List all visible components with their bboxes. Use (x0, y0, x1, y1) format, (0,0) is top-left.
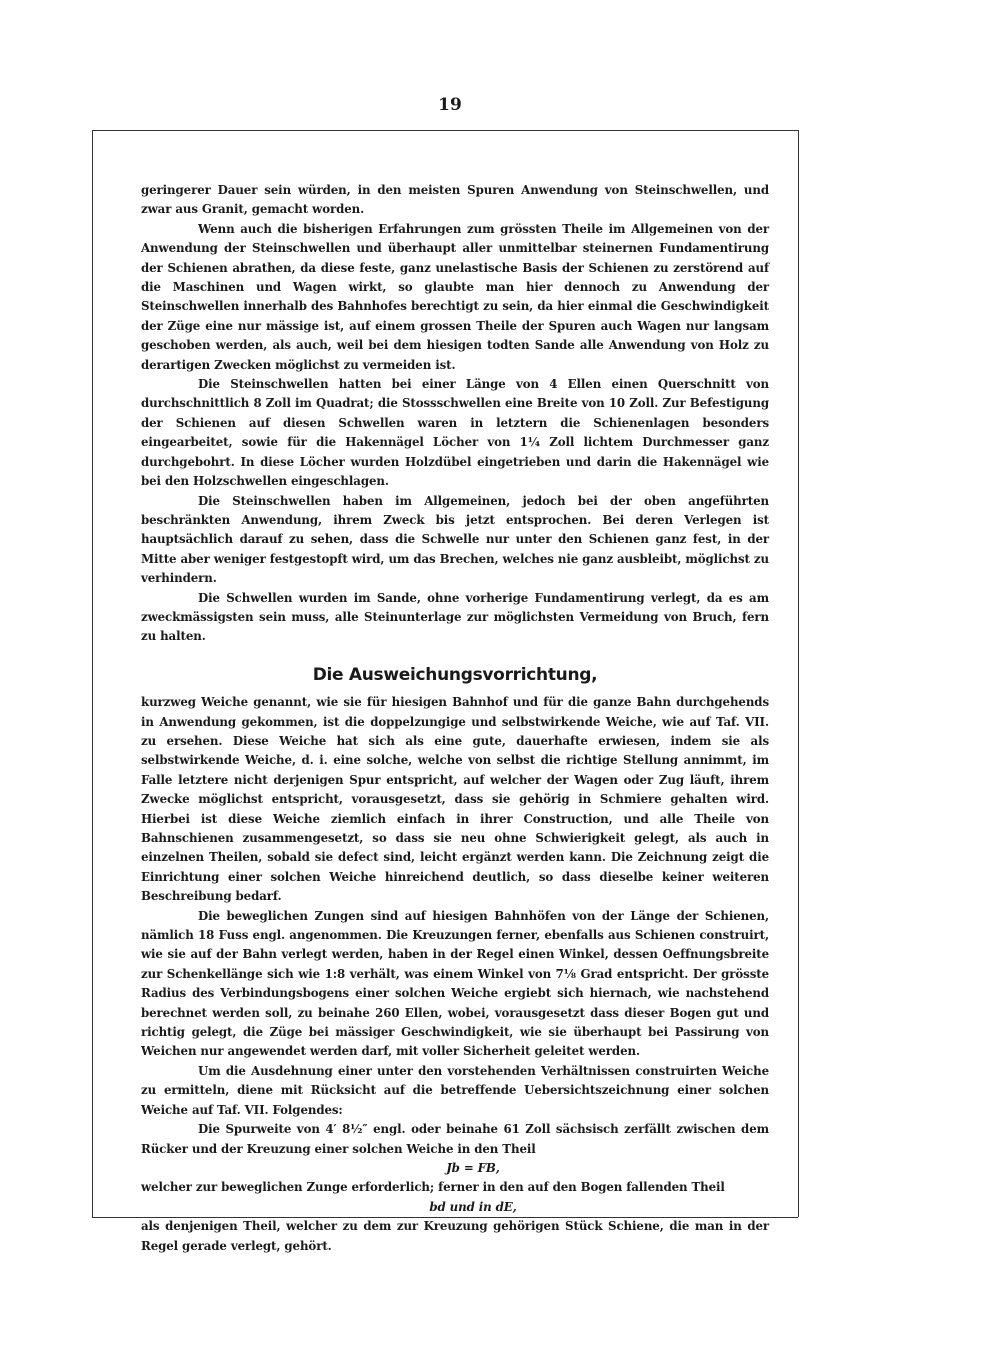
frame-border-left (92, 130, 93, 1217)
frame-border-right (798, 130, 799, 1217)
page-body (141, 181, 769, 1256)
paragraph-zunge-theil: welcher zur beweglichen Zunge erforderlich; ferner in den auf den Bogen fallenden Theil (141, 1180, 725, 1195)
paragraph-steinschwellen-bewaehrung: Die Steinschwellen haben im Allgemeinen, jedoch bei der oben angeführten beschränkten Anwendung, ihrem Zweck bis jetzt entsprochen. Bei deren Verlegen ist hauptsächlich darauf zu sehen, dass die Schwelle nur unter den Schienen ganz fest, in der Mitte aber weniger festgestopft wird, um das Brechen, welches nie ganz ausbleibt, möglichst zu verhindern. (141, 493, 769, 586)
page-number: 19 (438, 95, 462, 115)
paragraph-spurweite: Die Spurweite von 4′ 8½″ engl. oder beinahe 61 Zoll sächsisch zerfällt zwischen dem Rücker und der Kreuzung einer solchen Weiche in den Theil (141, 1122, 769, 1156)
paragraph-zungen-kreuzungen: Die beweglichen Zungen sind auf hiesigen Bahnhöfen von der Länge der Schienen, nämlich 18 Fuss engl. angenommen. Die Kreuzungen ferner, ebenfalls aus Schienen construirt, wie sie auf der Bahn verlegt werden, haben in der Regel einen Winkel, dessen Oeffnungsbreite zur Schenkellänge sich wie 1:8 verhält, was einem Winkel von 7⅛ Grad entspricht. Der grösste Radius des Verbindungsbogens einer solchen Weiche ergiebt sich hiernach, wie nachstehend berechnet werden soll, zu beinahe 260 Ellen, wobei, vorausgesetzt dass dieser Bogen gut und richtig gelegt, die Züge bei mässiger Geschwindigkeit, wie sie überhaupt bei Passirung von Weichen nur angewendet werden darf, mit voller Sicherheit geleitet werden. (141, 908, 769, 1059)
paragraph-weiche-beschreibung: kurzweg Weiche genannt, wie sie für hiesigen Bahnhof und für die ganze Bahn durchgehends in Anwendung gekommen, ist die doppelzungige und selbstwirkende Weiche, wie auf Taf. VII. zu ersehen. Diese Weiche hat sich als eine gute, dauerhafte erwiesen, indem sie als selbstwirkende Weiche, d. i. eine solche, welche von selbst die richtige Stellung annimmt, im Falle letztere nicht derjenigen Spur entspricht, auf welcher der Wagen oder Zug läuft, ihrem Zwecke möglichst entspricht, vorausgesetzt, dass sie gehörig in Schmiere gehalten wird. Hierbei ist diese Weiche ziemlich einfach in ihrer Construction, und alle Theile von Bahnschienen zusammengesetzt, so dass sie neu ohne Schwierigkeit gelegt, als auch in einzelnen Theilen, sobald sie defect sind, leicht ergänzt werden kann. Die Zeichnung zeigt die Einrichtung einer solchen Weiche hinreichend deutlich, so dass dieselbe keiner weiteren Beschreibung bedarf. (141, 695, 769, 904)
frame-border-top (92, 130, 798, 131)
paragraph-continuation: geringerer Dauer sein würden, in den meisten Spuren Anwendung von Steinschwellen, und zwar aus Granit, gemacht worden. (141, 183, 769, 217)
paragraph-steinschwellen-masse: Die Steinschwellen hatten bei einer Länge von 4 Ellen einen Querschnitt von durchschnittlich 8 Zoll im Quadrat; die Stossschwellen eine Breite von 10 Zoll. Zur Befestigung der Schienen auf diesen Schwellen waren in letztern die Schienenlagen besonders eingearbeitet, sowie für die Hakennägel Löcher von 1¼ Zoll lichtem Durchmesser ganz durchgebohrt. In diese Löcher wurden Holzdübel eingetrieben und darin die Hakennägel wie bei den Holzschwellen eingeschlagen. (141, 377, 769, 489)
paragraph-ausdehnung: Um die Ausdehnung einer unter den vorstehenden Verhältnissen construirten Weiche zu ermitteln, diene mit Rücksicht auf die betreffende Uebersichtszeichnung einer solchen Weiche auf Taf. VII. Folgendes: (141, 1063, 769, 1117)
formula-bd-de: bd und in dE, (429, 1199, 517, 1214)
paragraph-schwellen-verlegung: Die Schwellen wurden im Sande, ohne vorherige Fundamentirung verlegt, da es am zweckmässigsten sein muss, alle Steinunterlage zur möglichsten Vermeidung von Bruch, fern zu halten. (141, 590, 769, 644)
formula-jb-fb: Jb = FB, (446, 1160, 500, 1175)
paragraph-kreuzung-theil: als denjenigen Theil, welcher zu dem zur Kreuzung gehörigen Stück Schiene, die man in der Regel gerade verlegt, gehört. (141, 1219, 769, 1253)
paragraph-steinschwellen-erfahrungen: Wenn auch die bisherigen Erfahrungen zum grössten Theile im Allgemeinen von der Anwendung der Steinschwellen und überhaupt aller unmittelbar steinernen Fundamentirung der Schienen abrathen, da diese feste, ganz unelastische Basis der Schienen zu zerstörend auf die Maschinen und Wagen wirkt, so glaubte man hier dennoch zu Anwendung der Steinschwellen innerhalb des Bahnhofes berechtigt zu sein, da hier einmal die Geschwindigkeit der Züge eine nur mässige ist, auf einem grossen Theile der Spuren auch Wagen nur langsam geschoben werden, als auch, weil bei dem hiesigen todten Sande alle Anwendung von Holz zu derartigen Zwecken möglichst zu vermeiden ist. (141, 221, 769, 372)
section-heading: Die Ausweichungsvorrichtung, (312, 664, 598, 685)
